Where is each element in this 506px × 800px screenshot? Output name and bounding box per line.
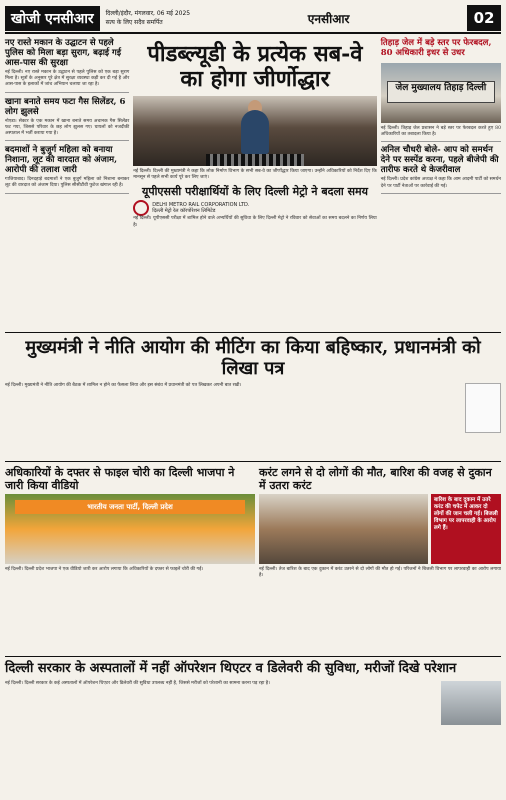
story-body: नई दिल्ली। नए रास्ते मकान के उद्घाटन से पहले पुलिस को एक बड़ा सुराग मिला है। सूत्रों के अनुसार पूरे क्षेत्र में सुरक्षा व्यवस्था कड़ी कर दी गई है और आस-पास के इलाकों में जांच अभियान चलाया जा रहा है। [5, 70, 130, 88]
hospital-content [5, 681, 501, 725]
lead-body: नई दिल्ली। दिल्ली की मुख्यमंत्री ने कहा कि लोक निर्माण विभाग के सभी सब-वे का जीर्णोद्धार किया जाएगा। उन्होंने अधिकारियों को निर्देश दिए कि मानसून से पहले सभी कार्य पूरे कर लिए जाएं। [133, 169, 377, 181]
niti-body: नई दिल्ली। मुख्यमंत्री ने नीति आयोग की बैठक में शामिल न होने का फैसला लिया और इस संबंध में प्रधानमंत्री को पत्र लिखकर अपनी बात रखी। [5, 383, 242, 388]
edition-date: दिल्ली/इंदौर, मंगलवार, 06 मई 2025 [105, 10, 191, 17]
story-body: नोएडा। सेक्टर के एक मकान में खाना बनाते समय अचानक गैस सिलेंडर फट गया, जिससे परिवार के छह लोग झुलस गए। घायलों को नजदीकी अस्पताल में भर्ती कराया गया है। [5, 118, 130, 137]
metro-name-en: DELHI METRO RAIL CORPORATION LTD. [152, 202, 250, 209]
dmrc-logo-icon [133, 200, 149, 216]
niti-story [5, 337, 501, 457]
rain-photo [259, 494, 428, 564]
jail-sign: जेल मुख्यालय तिहाड़ दिल्ली [387, 81, 495, 103]
lead-headline: पीडब्ल्यूडी के प्रत्येक सब-वे का होगा जीर्णोद्धार [147, 41, 363, 92]
hospital-body: नई दिल्ली। दिल्ली सरकार के कई अस्पतालों में ऑपरेशन थिएटर और डिलेवरी की सुविधा उपलब्ध नहीं है, जिससे मरीजों को परेशानी का सामना करना पड़ रहा है। [5, 681, 270, 686]
divider [5, 656, 501, 657]
rain-headline: करंट लगने से दो लोगों की मौत, बारिश की वजह से दुकान में उतरा करंट [259, 466, 492, 492]
headline: नए रास्ते मकान के उद्घाटन से पहले पुलिस को मिला बड़ा सुराग, बढ़ाई गई आस-पास की सुरक्षा [5, 38, 122, 68]
upsc-story [133, 185, 377, 228]
middle-column [133, 38, 377, 328]
rain-story [259, 466, 501, 652]
letter-image [465, 383, 501, 433]
divider [5, 461, 501, 462]
rain-body: नई दिल्ली। तेज बारिश के बाद एक दुकान में करंट उतरने से दो लोगों की मौत हो गई। परिजनों ने बिजली विभाग पर लापरवाही का आरोप लगाया है। [259, 567, 501, 579]
person-body [241, 110, 269, 154]
hospital-photo [441, 681, 501, 725]
bjp-story [5, 466, 255, 652]
story-left-2 [5, 97, 129, 142]
row-three [5, 466, 501, 652]
story-left-1 [5, 38, 129, 93]
divider [5, 332, 501, 333]
jail-body: नई दिल्ली। तिहाड़ जेल प्रशासन ने बड़े स्तर पर फेरबदल करते हुए 80 अधिकारियों का तबादला किया है। [380, 126, 501, 138]
masthead-meta [106, 9, 191, 27]
story-body: गाजियाबाद। दिनदहाड़े बदमाशों ने एक बुजुर्ग महिला को निशाना बनाकर लूट की वारदात को अंजाम दिया। पुलिस सीसीटीवी फुटेज खंगाल रही है। [5, 177, 130, 189]
page-number: 02 [467, 5, 501, 31]
kejriwal-story [381, 141, 501, 193]
jail-headline: तिहाड़ जेल में बड़े स्तर पर फेरबदल, 80 अधिकारी इधर से उधर [380, 38, 492, 58]
metro-text [152, 202, 249, 214]
bjp-body: नई दिल्ली। दिल्ली प्रदेश भाजपा ने एक वीडियो जारी कर आरोप लगाया कि अधिकारियों के दफ्तर से फाइलें चोरी की गईं। [5, 567, 204, 572]
upsc-body: नई दिल्ली। यूपीएससी परीक्षा में शामिल होने वाले अभ्यर्थियों की सुविधा के लिए दिल्ली मेट्रो ने रविवार को सेवाओं का समय बदलने का निर्णय लिया है। [133, 216, 377, 228]
niti-headline: मुख्यमंत्री ने नीति आयोग की मीटिंग का किया बहिष्कार, प्रधानमंत्री को लिखा पत्र [25, 337, 481, 379]
niti-main [5, 337, 501, 457]
metro-name-hi: दिल्ली मेट्रो रेल कॉरपोरेशन लिमिटेड [152, 208, 216, 215]
bjp-banner: भारतीय जनता पार्टी, दिल्ली प्रदेश [15, 500, 245, 514]
rain-callout: बारिश के बाद दुकान में उतरे करंट की चपेट में आकर दो लोगों की जान चली गई। बिजली विभाग पर लापरवाही के आरोप लगे हैं। [431, 494, 501, 564]
kejriwal-body: नई दिल्ली। प्रदेश कांग्रेस अध्यक्ष ने कहा कि आम आदमी पार्टी को समर्थन देने पर पार्टी नेताओं पर कार्रवाई की गई। [380, 177, 501, 189]
hospital-story [5, 661, 501, 753]
lead-photo [133, 96, 377, 166]
story-left-3 [5, 145, 129, 193]
bjp-headline: अधिकारियों के दफ्तर से फाइल चोरी का दिल्ली भाजपा ने जारी किया वीडियो [5, 466, 235, 492]
niti-content [5, 383, 501, 433]
kejriwal-headline: अनिल चौधरी बोले- आप को समर्थन देने पर सस्पेंड करना, पहले बीजेपी की तारीफ करते थे केजरीवाल [380, 145, 499, 176]
brand-logo: खोजी एनसीआर [5, 6, 100, 31]
top-row [5, 38, 501, 328]
microphones [206, 154, 303, 166]
masthead [5, 4, 501, 34]
jail-photo [381, 63, 501, 123]
hospital-headline: दिल्ली सरकार के अस्पतालों में नहीं ऑपरेशन थिएटर व डिलेवरी की सुविधा, मरीजों दिखे परेशान [5, 661, 457, 676]
bjp-photo [5, 494, 255, 564]
left-column [5, 38, 129, 328]
rain-media [259, 494, 501, 564]
right-column [381, 38, 501, 328]
upsc-headline: यूपीएससी परीक्षार्थियों के लिए दिल्ली मेट्रो ने बदला समय [141, 185, 369, 199]
section-name: एनसीआर [307, 11, 350, 26]
tagline: सत्य के लिए सदैव समर्पित [105, 19, 163, 26]
headline: बदमाशों ने बुजुर्ग महिला को बनाया निशाना, लूट की वारदात को अंजाम, आरोपी की तलाश जारी [5, 145, 118, 176]
metro-logo [133, 200, 377, 216]
headline: खाना बनाते समय फटा गैस सिलेंडर, 6 लोग झुलसे [5, 96, 126, 117]
